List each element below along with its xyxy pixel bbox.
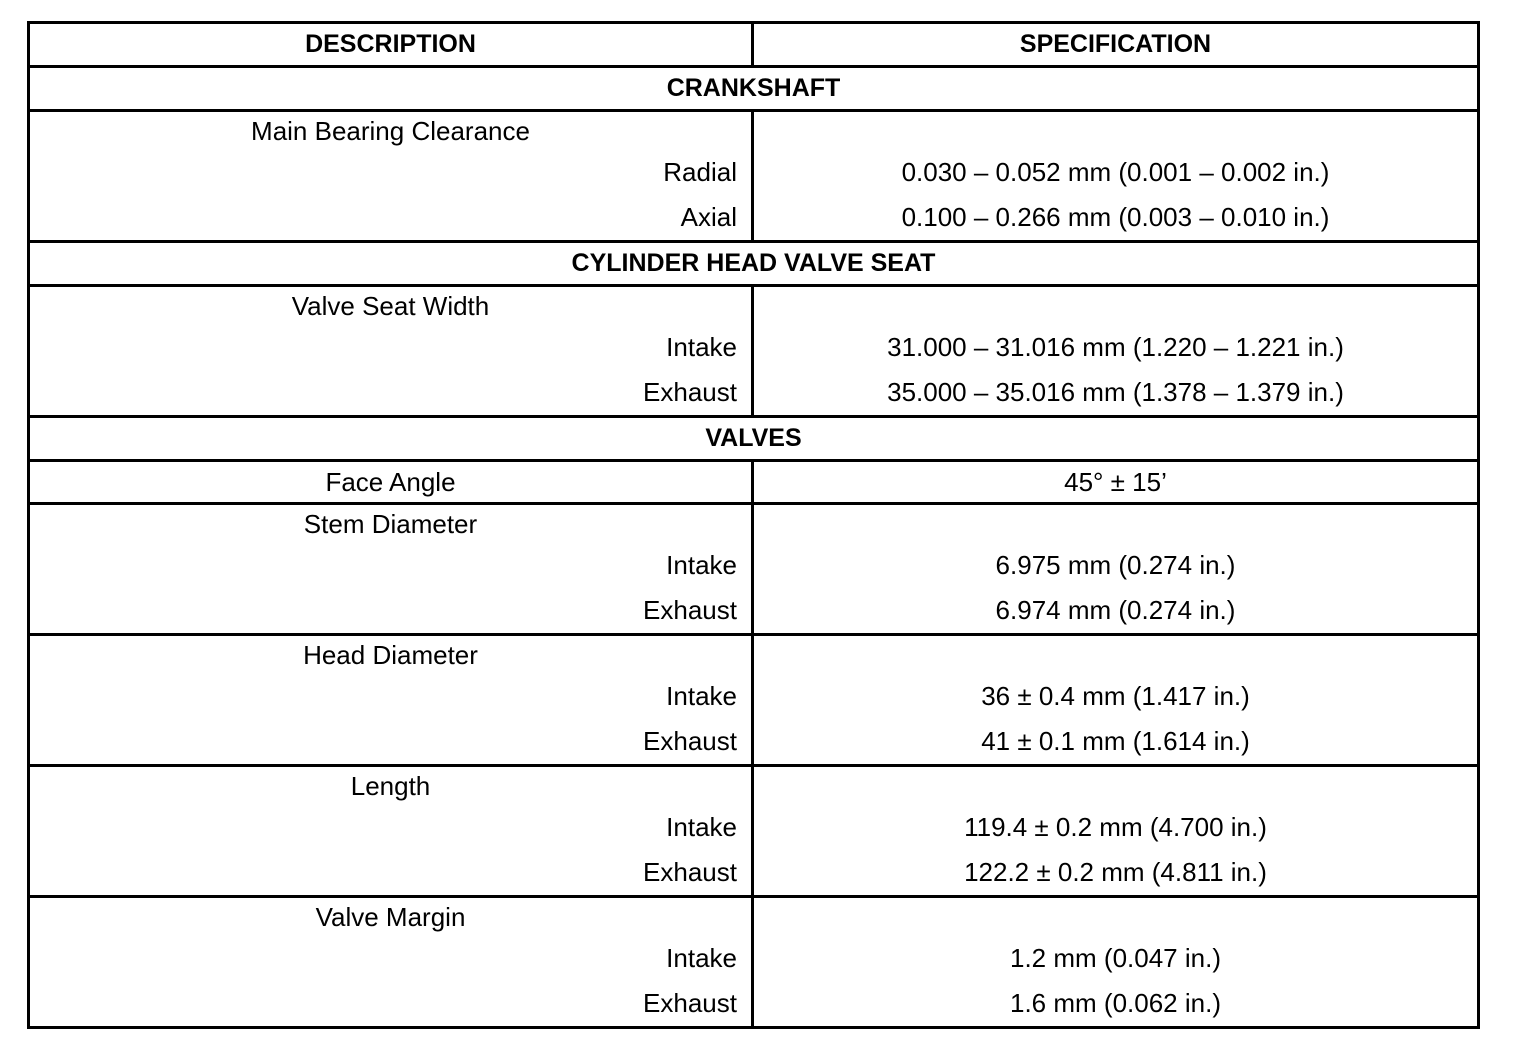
description-cell [29,111,753,242]
blank-line [754,112,1477,150]
table-row [29,461,1479,504]
spec-value: 36 ± 0.4 mm (1.417 in.) [981,681,1250,711]
specification-cell [753,766,1479,897]
sub-label: Intake [666,681,737,711]
description-header: DESCRIPTION [29,23,753,67]
spec-value: 0.030 – 0.052 mm (0.001 – 0.002 in.) [901,157,1330,187]
spec-value: 6.974 mm (0.274 in.) [995,595,1236,625]
blank-line [754,636,1477,674]
section-row-valves [29,417,1479,461]
table-row [29,897,1479,1028]
table-row [29,766,1479,897]
sub-label: Intake [666,550,737,580]
specification-cell [753,286,1479,417]
sub-label: Exhaust [643,857,737,887]
spec-value: 31.000 – 31.016 mm (1.220 – 1.221 in.) [887,332,1344,362]
table-row [29,111,1479,242]
parameter-name: Valve Seat Width [291,291,490,321]
spec-value: 0.100 – 0.266 mm (0.003 – 0.010 in.) [901,202,1330,232]
spec-value: 41 ± 0.1 mm (1.614 in.) [981,726,1250,756]
description-cell [29,635,753,766]
section-title: CYLINDER HEAD VALVE SEAT [29,242,1479,286]
table-row [29,635,1479,766]
blank-line [754,767,1477,805]
sub-label: Exhaust [643,377,737,407]
specification-cell [753,111,1479,242]
specification-header: SPECIFICATION [753,23,1479,67]
specification-cell [753,504,1479,635]
section-title: VALVES [29,417,1479,461]
sub-label: Intake [666,812,737,842]
blank-line [754,287,1477,325]
spec-value: 45° ± 15’ [753,461,1479,504]
spec-value: 119.4 ± 0.2 mm (4.700 in.) [964,812,1267,842]
specification-cell [753,897,1479,1028]
description-cell [29,504,753,635]
parameter-name: Main Bearing Clearance [251,116,530,146]
sub-label: Exhaust [643,726,737,756]
description-cell [29,766,753,897]
specification-table [27,21,1480,1029]
sub-label: Exhaust [643,988,737,1018]
table-row [29,286,1479,417]
sub-label: Exhaust [643,595,737,625]
spec-value: 1.2 mm (0.047 in.) [1010,943,1221,973]
blank-line [754,505,1477,543]
sub-label: Intake [666,943,737,973]
spec-value: 6.975 mm (0.274 in.) [995,550,1236,580]
header-row [29,23,1479,67]
specification-cell [753,635,1479,766]
description-cell [29,286,753,417]
sub-label: Radial [663,157,737,187]
parameter-name: Stem Diameter [303,509,478,539]
parameter-name: Valve Margin [315,902,466,932]
parameter-name: Head Diameter [303,640,478,670]
section-row-crankshaft [29,67,1479,111]
blank-line [754,898,1477,936]
spec-value: 35.000 – 35.016 mm (1.378 – 1.379 in.) [887,377,1344,407]
sub-label: Axial [680,202,737,232]
section-row-valve-seat [29,242,1479,286]
description-cell [29,897,753,1028]
parameter-name: Face Angle [29,461,753,504]
spec-value: 122.2 ± 0.2 mm (4.811 in.) [964,857,1267,887]
section-title: CRANKSHAFT [29,67,1479,111]
sub-label: Intake [666,332,737,362]
table-row [29,504,1479,635]
spec-value: 1.6 mm (0.062 in.) [1010,988,1221,1018]
parameter-name: Length [350,771,431,801]
